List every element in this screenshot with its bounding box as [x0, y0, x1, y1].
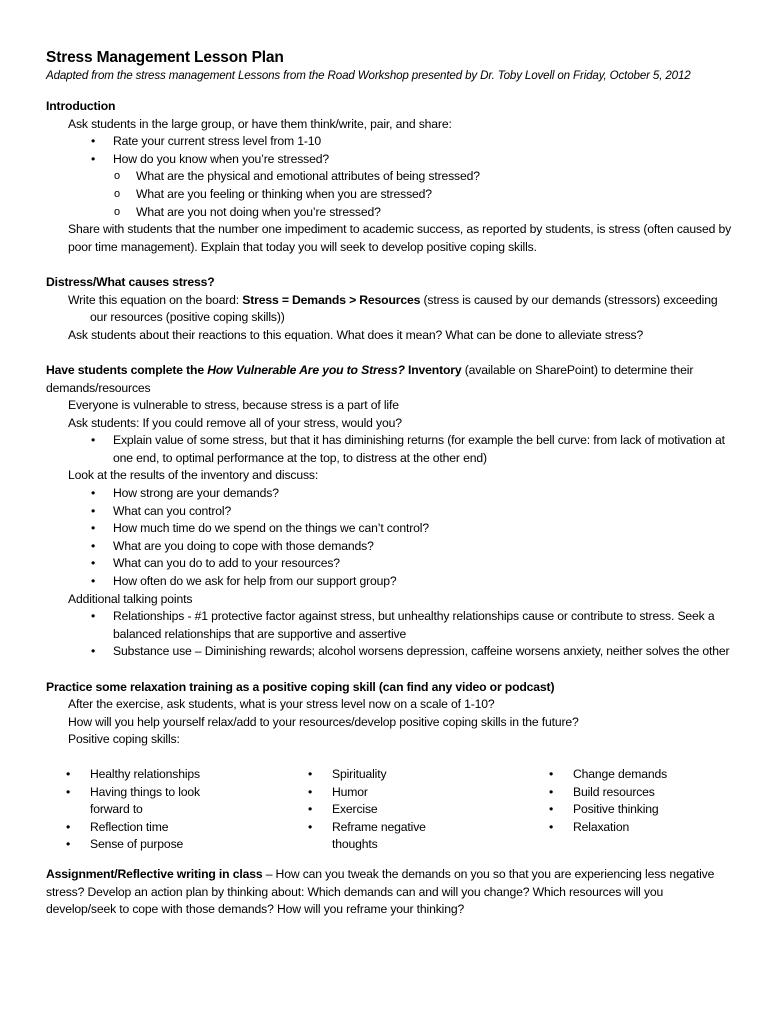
inventory-line2: Ask students: If you could remove all of your stress, would you? [68, 415, 402, 430]
inventory-line1: Everyone is vulnerable to stress, because stress is a part of life [68, 398, 399, 413]
sub-list-item: o What are you feeling or thinking when you are stressed? [46, 186, 736, 204]
relaxation-line: How will you help yourself relax/add to your resources/develop positive coping skills in the future? [68, 714, 579, 729]
list-item: • Reflection time [46, 819, 288, 837]
inventory-talking: Additional talking points [68, 591, 193, 606]
equation-paragraph [46, 292, 736, 327]
inventory-heading [46, 362, 736, 397]
introduction-lead: Ask students in the large group, or have them think/write, pair, and share: [68, 116, 452, 131]
assignment-text: – How can you tweak the demands on you so that you are experiencing less negative stress? Develop an action plan by thinking about: Which demands can and will you change? Which resources will you develop/seek to cope with those demands? How will you reframe your thinking? [46, 866, 715, 917]
sub-list-item: o What are the physical and emotional attributes of being stressed? [46, 168, 736, 186]
list-item: • Spirituality [288, 766, 529, 784]
inventory-heading-bold: Inventory [404, 362, 462, 377]
list-item: • How often do we ask for help from our support group? [46, 573, 736, 591]
distress-heading: Distress/What causes stress? [46, 274, 215, 289]
list-item: • Explain value of some stress, but that it has diminishing returns (for example the bell curve: from lack of motivation at one end, to optimal performance at the top, to distress at the other end) [46, 432, 736, 467]
coping-column-1 [46, 766, 288, 854]
relaxation-line: After the exercise, ask students, what is your stress level now on a scale of 1-10? [68, 697, 495, 712]
introduction-share: Share with students that the number one impediment to academic success, as reported by students, is stress (often caused by poor time management). Explain that today you will seek to develop positive coping skills. [68, 222, 732, 254]
inventory-heading-italic: How Vulnerable Are you to Stress? [207, 362, 405, 377]
list-item: • Change demands [529, 766, 729, 784]
equation-pre: Write this equation on the board: [68, 292, 243, 307]
document-subtitle: Adapted from the stress management Lessons from the Road Workshop presented by Dr. Toby Lovell on Friday, October 5, 2012 [46, 69, 691, 82]
inventory-questions [46, 485, 736, 591]
relaxation-heading: Practice some relaxation training as a positive coping skill (can find any video or podcast) [46, 679, 555, 694]
equation-bold: Stress = Demands > Resources [242, 292, 421, 307]
assignment-paragraph [46, 866, 736, 919]
list-item: • Relationships - #1 protective factor against stress, but unhealthy relationships cause or contribute to stress. Seek a balanced relationships that are supportive and assertive [46, 608, 736, 643]
list-item: • Rate your current stress level from 1-10 [46, 133, 736, 151]
list-item: • How strong are your demands? [46, 485, 736, 503]
list-item: • How much time do we spend on the things we can’t control? [46, 520, 736, 538]
coping-column-2 [288, 766, 529, 854]
list-item: • What can you do to add to your resources? [46, 555, 736, 573]
equation-post: (stress is caused by our demands (stressors) exceeding our resources (positive coping skills)) [90, 292, 718, 325]
inventory-heading-rest: (available on SharePoint) to determine their demands/resources [46, 362, 694, 395]
list-item: • Humor [288, 784, 529, 802]
inventory-heading-pre: Have students complete the [46, 362, 208, 377]
introduction-bullets [46, 133, 736, 221]
list-item: • Having things to look forward to [46, 784, 230, 819]
introduction-heading: Introduction [46, 99, 116, 113]
relaxation-line: Positive coping skills: [68, 732, 180, 747]
lesson-plan-document [46, 48, 736, 919]
list-item: • Healthy relationships [46, 766, 288, 784]
list-item: • Reframe negative thoughts [288, 819, 472, 854]
assignment-heading: Assignment/Reflective writing in class [46, 866, 263, 881]
list-item: • Positive thinking [529, 801, 729, 819]
talking-points [46, 608, 736, 661]
list-item: • Exercise [288, 801, 529, 819]
list-item: • What are you doing to cope with those demands? [46, 538, 736, 556]
list-item: • What can you control? [46, 503, 736, 521]
coping-skills-columns [46, 766, 736, 854]
list-item: • Relaxation [529, 819, 729, 837]
inventory-look: Look at the results of the inventory and discuss: [68, 468, 319, 483]
list-item: • Sense of purpose [46, 836, 288, 854]
document-title: Stress Management Lesson Plan [46, 49, 284, 66]
distress-ask: Ask students about their reactions to this equation. What does it mean? What can be done to alleviate stress? [68, 327, 644, 342]
list-item: • How do you know when you’re stressed? [46, 151, 736, 169]
inventory-explain-list [46, 432, 736, 467]
list-item: • Substance use – Diminishing rewards; alcohol worsens depression, caffeine worsens anxiety, neither solves the other [46, 643, 736, 661]
sub-list-item: o What are you not doing when you’re stressed? [46, 204, 736, 222]
coping-column-3 [529, 766, 729, 854]
list-item: • Build resources [529, 784, 729, 802]
